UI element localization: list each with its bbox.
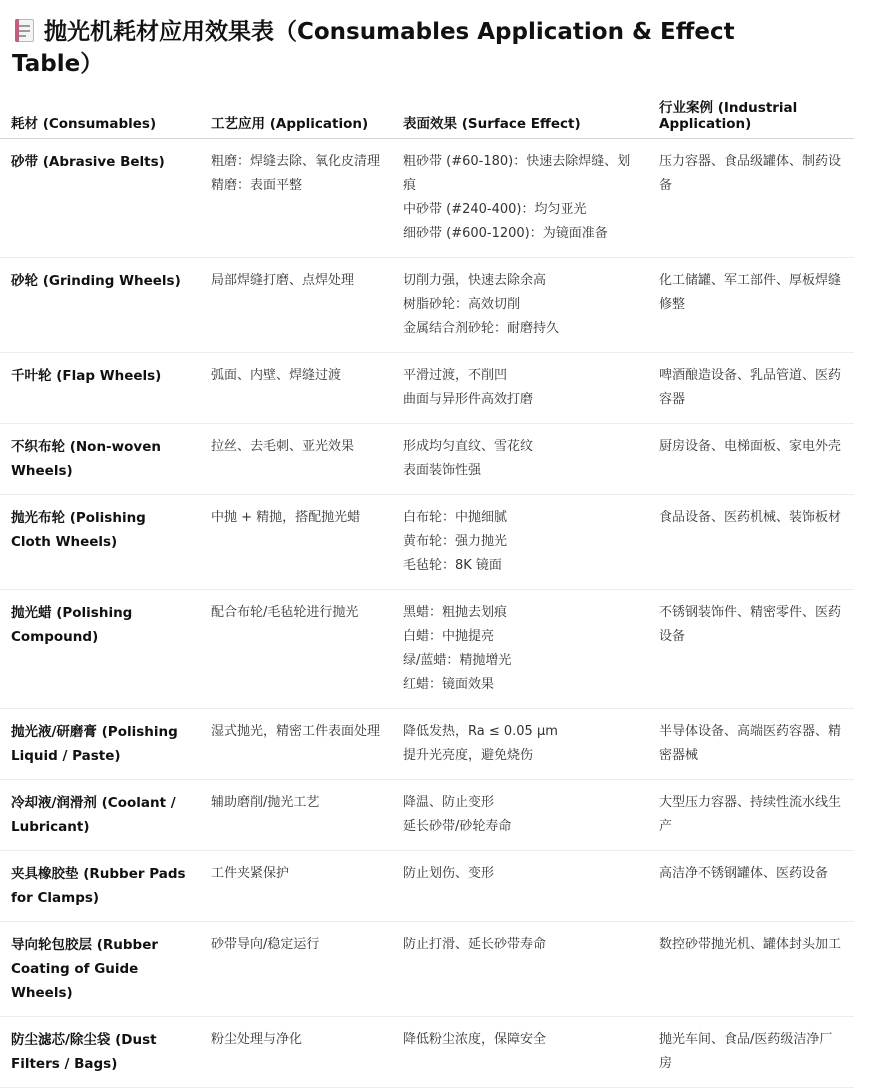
surface-effect-line: 降低粉尘浓度，保障安全 <box>403 1032 547 1047</box>
industry-case-cell: 啤酒酿造设备、乳品管道、医药容器 <box>648 353 854 424</box>
header-application: 工艺应用 (Application) <box>200 94 392 139</box>
consumable-name-cell: 不织布轮 (Non-woven Wheels) <box>0 424 200 495</box>
application-cell <box>200 424 392 495</box>
table-row <box>0 780 854 851</box>
surface-effect-line: 黑蜡：粗抛去划痕 <box>403 605 508 620</box>
industry-case-cell: 不锈钢装饰件、精密零件、医药设备 <box>648 590 854 709</box>
surface-effect-line: 曲面与异形件高效打磨 <box>403 392 534 407</box>
application-line: 精磨：表面平整 <box>211 178 303 193</box>
surface-effect-cell <box>392 139 648 258</box>
consumable-name-cell: 抛光布轮 (Polishing Cloth Wheels) <box>0 495 200 590</box>
surface-effect-line: 降温、防止变形 <box>403 795 495 810</box>
surface-effect-line: 红蜡：镜面效果 <box>403 677 495 692</box>
table-header-row <box>0 94 854 139</box>
application-line: 粗磨：焊缝去除、氧化皮清理 <box>211 154 381 169</box>
surface-effect-line: 树脂砂轮：高效切削 <box>403 297 521 312</box>
consumable-name-cell: 砂带 (Abrasive Belts) <box>0 139 200 258</box>
industry-case-cell: 食品设备、医药机械、装饰板材 <box>648 495 854 590</box>
page-facing-up-icon <box>15 19 34 42</box>
application-cell <box>200 780 392 851</box>
table-row <box>0 139 854 258</box>
application-line: 配合布轮/毛毡轮进行抛光 <box>211 605 359 620</box>
industry-case-cell: 厨房设备、电梯面板、家电外壳 <box>648 424 854 495</box>
consumable-name-cell: 导向轮包胶层 (Rubber Coating of Guide Wheels) <box>0 922 200 1017</box>
surface-effect-line: 表面装饰性强 <box>403 463 482 478</box>
table-row <box>0 1017 854 1088</box>
consumable-name-cell: 砂轮 (Grinding Wheels) <box>0 258 200 353</box>
surface-effect-line: 延长砂带/砂轮寿命 <box>403 819 512 834</box>
industry-case-cell: 数控砂带抛光机、罐体封头加工 <box>648 922 854 1017</box>
application-line: 辅助磨削/抛光工艺 <box>211 795 320 810</box>
surface-effect-cell <box>392 851 648 922</box>
industry-case-cell: 半导体设备、高端医药容器、精密器械 <box>648 709 854 780</box>
consumable-name-cell: 冷却液/润滑剂 (Coolant / Lubricant) <box>0 780 200 851</box>
consumables-table <box>0 94 854 1088</box>
application-line: 粉尘处理与净化 <box>211 1032 303 1047</box>
page-title <box>12 16 772 80</box>
page-title-text: 抛光机耗材应用效果表（Consumables Application & Effect Table） <box>12 19 735 77</box>
table-row <box>0 353 854 424</box>
table-row <box>0 709 854 780</box>
application-cell <box>200 922 392 1017</box>
table-body <box>0 139 854 1088</box>
surface-effect-line: 白蜡：中抛提亮 <box>403 629 495 644</box>
surface-effect-cell <box>392 922 648 1017</box>
surface-effect-line: 黄布轮：强力抛光 <box>403 534 508 549</box>
application-cell <box>200 851 392 922</box>
header-consumables: 耗材 (Consumables) <box>0 94 200 139</box>
industry-case-cell: 压力容器、食品级罐体、制药设备 <box>648 139 854 258</box>
application-line: 工件夹紧保护 <box>211 866 290 881</box>
surface-effect-cell <box>392 590 648 709</box>
consumable-name-cell: 抛光蜡 (Polishing Compound) <box>0 590 200 709</box>
table-row <box>0 495 854 590</box>
surface-effect-cell <box>392 709 648 780</box>
header-industrial-application: 行业案例 (Industrial Application) <box>648 94 854 139</box>
industry-case-cell: 大型压力容器、持续性流水线生产 <box>648 780 854 851</box>
application-line: 砂带导向/稳定运行 <box>211 937 320 952</box>
table-row <box>0 258 854 353</box>
surface-effect-line: 绿/蓝蜡：精抛增光 <box>403 653 512 668</box>
surface-effect-line: 防止划伤、变形 <box>403 866 495 881</box>
application-line: 中抛 + 精抛，搭配抛光蜡 <box>211 510 361 525</box>
surface-effect-line: 毛毡轮：8K 镜面 <box>403 558 502 573</box>
surface-effect-cell <box>392 780 648 851</box>
application-cell <box>200 353 392 424</box>
application-line: 湿式抛光，精密工件表面处理 <box>211 724 381 739</box>
surface-effect-line: 平滑过渡，不削凹 <box>403 368 508 383</box>
table-row <box>0 922 854 1017</box>
surface-effect-line: 防止打滑、延长砂带寿命 <box>403 937 547 952</box>
surface-effect-line: 降低发热，Ra ≤ 0.05 μm <box>403 724 558 739</box>
surface-effect-line: 提升光亮度，避免烧伤 <box>403 748 534 763</box>
application-cell <box>200 590 392 709</box>
industry-case-cell: 抛光车间、食品/医药级洁净厂房 <box>648 1017 854 1088</box>
surface-effect-cell <box>392 424 648 495</box>
surface-effect-cell <box>392 353 648 424</box>
consumable-name-cell: 抛光液/研磨膏 (Polishing Liquid / Paste) <box>0 709 200 780</box>
consumable-name-cell: 防尘滤芯/除尘袋 (Dust Filters / Bags) <box>0 1017 200 1088</box>
surface-effect-cell <box>392 495 648 590</box>
application-cell <box>200 1017 392 1088</box>
header-surface-effect: 表面效果 (Surface Effect) <box>392 94 648 139</box>
surface-effect-line: 细砂带 (#600-1200)：为镜面准备 <box>403 226 608 241</box>
surface-effect-line: 切削力强，快速去除余高 <box>403 273 547 288</box>
application-cell <box>200 258 392 353</box>
industry-case-cell: 化工储罐、军工部件、厚板焊缝修整 <box>648 258 854 353</box>
table-row <box>0 851 854 922</box>
table-row <box>0 590 854 709</box>
application-cell <box>200 495 392 590</box>
surface-effect-line: 形成均匀直纹、雪花纹 <box>403 439 534 454</box>
consumable-name-cell: 千叶轮 (Flap Wheels) <box>0 353 200 424</box>
surface-effect-line: 金属结合剂砂轮：耐磨持久 <box>403 321 560 336</box>
surface-effect-line: 白布轮：中抛细腻 <box>403 510 508 525</box>
industry-case-cell: 高洁净不锈钢罐体、医药设备 <box>648 851 854 922</box>
surface-effect-cell <box>392 1017 648 1088</box>
surface-effect-line: 中砂带 (#240-400)：均匀亚光 <box>403 202 587 217</box>
application-line: 弧面、内壁、焊缝过渡 <box>211 368 342 383</box>
application-line: 局部焊缝打磨、点焊处理 <box>211 273 355 288</box>
table-row <box>0 424 854 495</box>
application-cell <box>200 139 392 258</box>
surface-effect-cell <box>392 258 648 353</box>
application-cell <box>200 709 392 780</box>
consumable-name-cell: 夹具橡胶垫 (Rubber Pads for Clamps) <box>0 851 200 922</box>
application-line: 拉丝、去毛刺、亚光效果 <box>211 439 355 454</box>
surface-effect-line: 粗砂带 (#60-180)：快速去除焊缝、划痕 <box>403 154 631 193</box>
